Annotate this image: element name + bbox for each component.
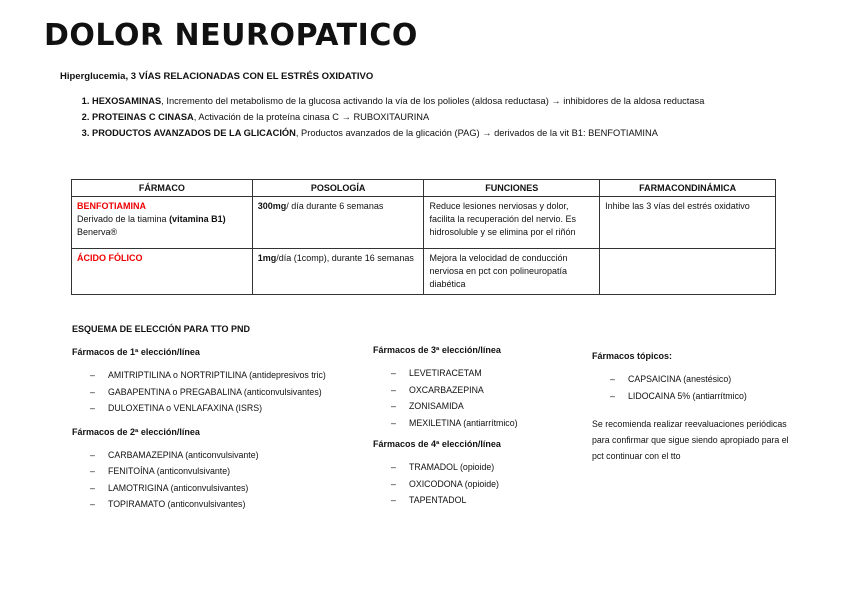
header-posologia: POSOLOGÍA [252, 180, 424, 197]
drug-cell [72, 249, 253, 295]
heading-topicos: Fármacos tópicos: [592, 351, 673, 361]
column-topicos [592, 351, 802, 464]
list-second-line [72, 447, 372, 513]
list-item: – OXCARBAZEPINA [373, 382, 583, 399]
func-cell: Reduce lesiones nerviosas y dolor, facilita la recuperación del nervio. Es hidrosoluble y se elimina por el riñón [424, 197, 600, 249]
dose-amount: 300mg [257, 201, 287, 211]
via-name: PROTEINAS C CINASA [92, 112, 194, 122]
header-farmaco: FÁRMACO [72, 180, 253, 197]
heading-first-line: Fármacos de 1ª elección/línea [72, 347, 200, 357]
list-item: – AMITRIPTILINA o NORTRIPTILINA (antidepresivos tric) [72, 367, 372, 384]
list-item: – TRAMADOL (opioide) [373, 459, 583, 476]
dose-cell [252, 249, 424, 295]
list-item: – TOPIRAMATO (anticonvulsivantes) [72, 496, 372, 513]
column-third-fourth [373, 345, 583, 509]
drug-table [71, 179, 776, 295]
dose-cell [252, 197, 424, 249]
drug-desc [77, 213, 247, 226]
table-row [72, 249, 776, 295]
intro-lead: Hiperglucemia, [60, 71, 129, 82]
header-farmacodinamica: FARMACONDINÁMICA [600, 180, 776, 197]
list-item: – LEVETIRACETAM [373, 365, 583, 382]
list-first-line [72, 367, 372, 417]
esquema-title: ESQUEMA DE ELECCIÓN PARA TTO PND [72, 324, 251, 334]
pharm-cell: Inhibe las 3 vías del estrés oxidativo [600, 197, 776, 249]
list-item: – LAMOTRIGINA (anticonvulsivantes) [72, 480, 372, 497]
drug-cell [72, 197, 253, 249]
list-item: – FENITOÍNA (anticonvulsivante) [72, 463, 372, 480]
table-header-row [72, 180, 776, 197]
dose-text: / día durante 6 semanas [286, 201, 384, 211]
list-item: – LIDOCAINA 5% (antiarrítmico) [592, 388, 802, 405]
list-item: – CARBAMAZEPINA (anticonvulsivante) [72, 447, 372, 464]
list-fourth-line [373, 459, 583, 509]
intro-line [60, 71, 373, 82]
list-item: – OXICODONA (opioide) [373, 476, 583, 493]
dose-amount: 1mg [257, 253, 277, 263]
pharm-cell [600, 249, 776, 295]
list-item: – ZONISAMIDA [373, 398, 583, 415]
drug-name: BENFOTIAMINA [77, 201, 146, 211]
column-first-second [72, 347, 372, 513]
via-item [92, 109, 704, 125]
list-item: – MEXILETINA (antiarrítmico) [373, 415, 583, 432]
drug-name: ÁCIDO FÓLICO [77, 253, 143, 263]
func-cell: Mejora la velocidad de conducción nerviosa en pct con polineuropatía diabética [424, 249, 600, 295]
heading-fourth-line: Fármacos de 4ª elección/línea [373, 439, 501, 449]
intro-rest: 3 VÍAS RELACIONADAS CON EL ESTRÉS OXIDATIVO [128, 71, 374, 82]
via-item [92, 93, 704, 109]
reevaluation-note: Se recomienda realizar reevaluaciones periódicas para confirmar que sigue siendo apropiado para el pct continuar con el tto [592, 419, 789, 461]
header-funciones: FUNCIONES [424, 180, 600, 197]
table-row [72, 197, 776, 249]
via-item [92, 125, 704, 141]
via-text: , Productos avanzados de la glicación (PAG) → derivados de la vit B1: BENFOTIAMINA [295, 128, 658, 138]
heading-second-line: Fármacos de 2ª elección/línea [72, 426, 200, 437]
via-name: HEXOSAMINAS [92, 96, 162, 106]
via-text: , Incremento del metabolismo de la glucosa activando la vía de los polioles (aldosa reductasa) → inhibidores de la aldosa reductasa [161, 96, 705, 106]
vias-list [58, 93, 704, 141]
drug-desc-text: Derivado de la tiamina [77, 214, 170, 224]
list-item: – CAPSAICINA (anestésico) [592, 371, 802, 388]
via-name: PRODUCTOS AVANZADOS DE LA GLICACIÓN [92, 128, 296, 138]
list-item: – TAPENTADOL [373, 492, 583, 509]
list-item: – GABAPENTINA o PREGABALINA (anticonvulsivantes) [72, 384, 372, 401]
list-topicos [592, 371, 802, 404]
heading-third-line: Fármacos de 3ª elección/línea [373, 345, 501, 355]
drug-brand: Benerva® [77, 227, 118, 237]
list-item: – DULOXETINA o VENLAFAXINA (ISRS) [72, 400, 372, 417]
page-title: DOLOR NEUROPATICO [44, 18, 418, 53]
list-third-line [373, 365, 583, 431]
via-text: , Activación de la proteína cinasa C → RUBOXITAURINA [193, 112, 430, 122]
drug-desc-bold: (vitamina B1) [169, 214, 226, 224]
dose-text: /día (1comp), durante 16 semanas [276, 253, 414, 263]
